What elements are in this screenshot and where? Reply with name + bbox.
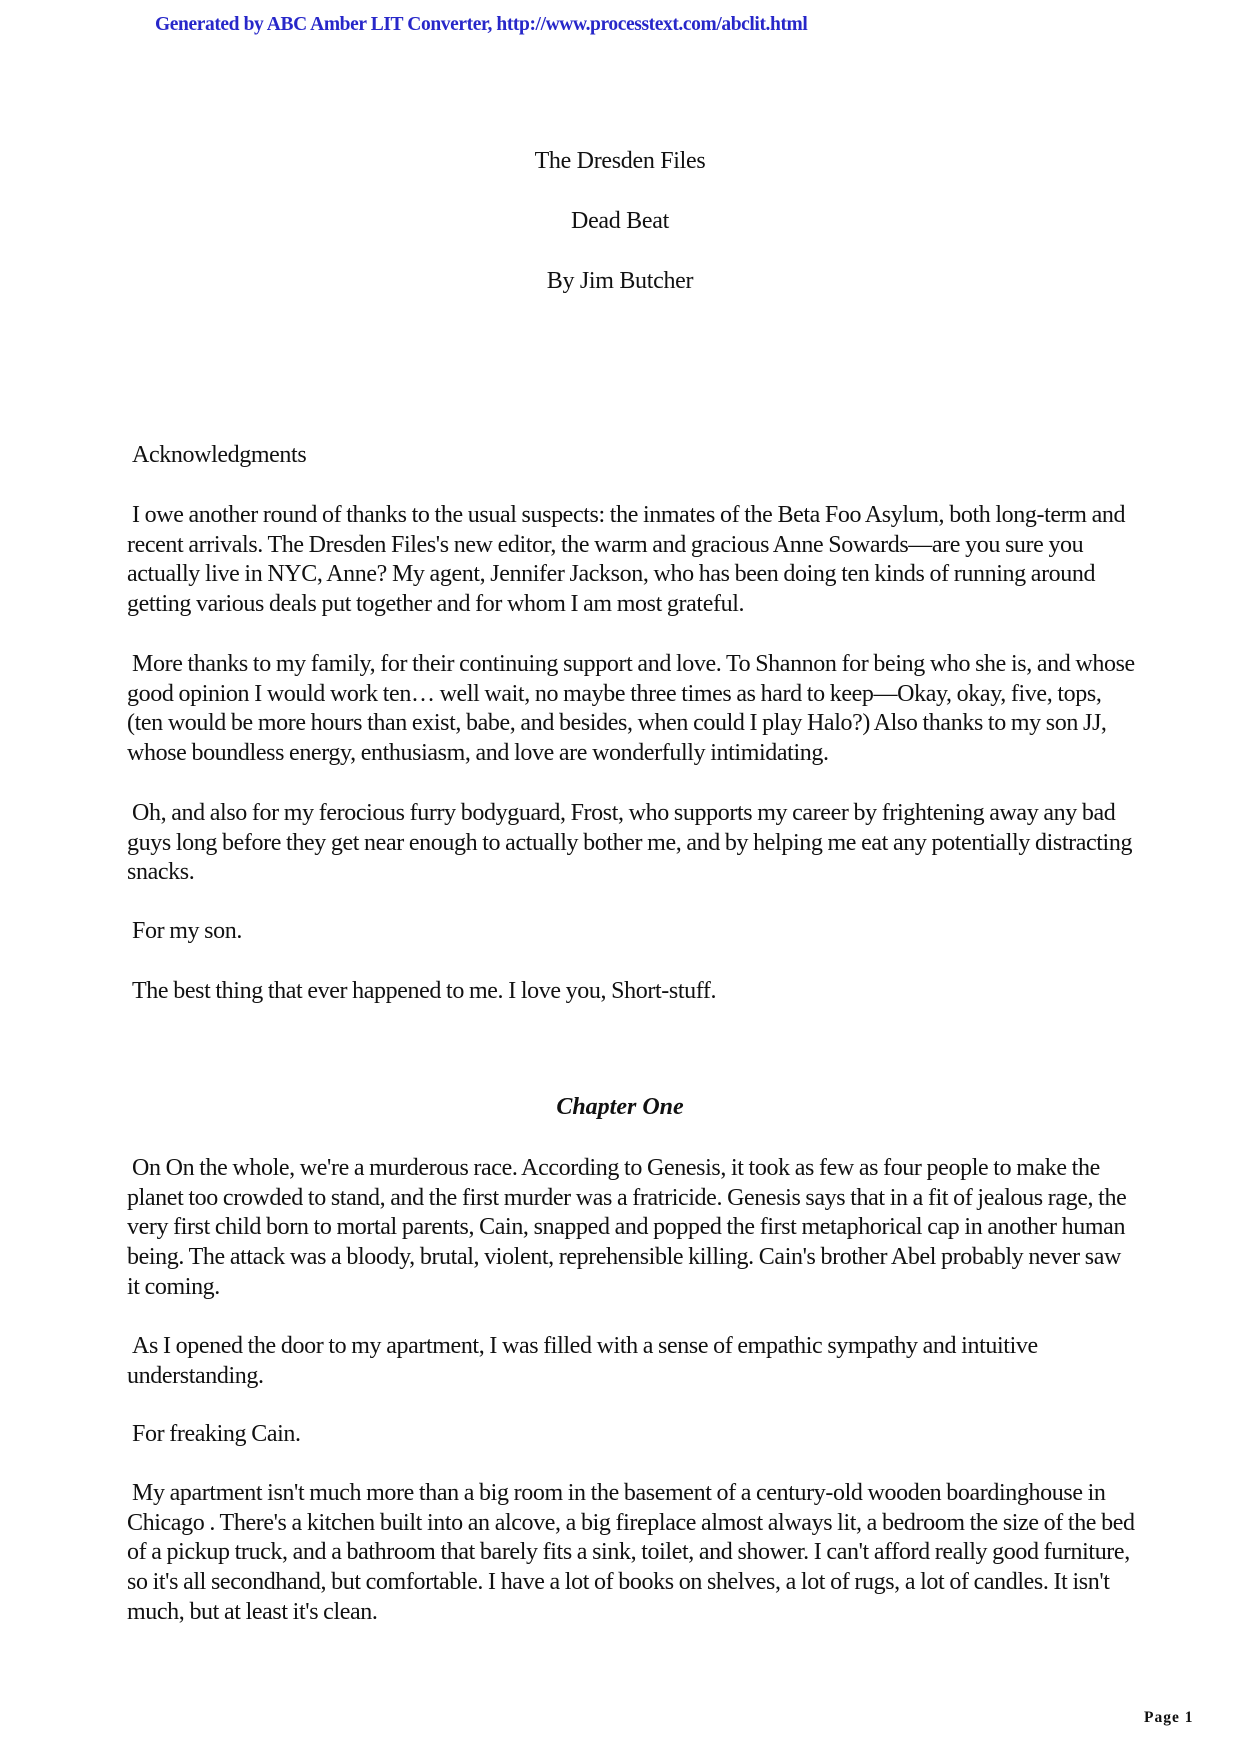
dedication-text: The best thing that ever happened to me. I love you, Short-stuff.: [132, 978, 717, 1004]
acknowledgments-paragraph: [127, 799, 1137, 888]
paragraph-text: As I opened the door to my apartment, I was filled with a sense of empathic sympathy and intuitive understanding.: [127, 1333, 1038, 1389]
paragraph-text: On On the whole, we're a murderous race. According to Genesis, it took as few as four people to make the planet too crowded to stand, and the first murder was a fratricide. Genesis says that in a fit of jealous rage, the very first child born to mortal parents, Cain, snapped and popped the first metaphorical cap in another human being. The attack was a bloody, brutal, violent, reprehensible killing. Cain's brother Abel probably never saw it coming.: [127, 1155, 1127, 1300]
chapter-heading: Chapter One: [556, 1094, 684, 1120]
acknowledgments-heading: [127, 441, 1137, 471]
page-number: Page 1: [1144, 1709, 1194, 1726]
converter-banner-link[interactable]: Generated by ABC Amber LIT Converter, http://www.processtext.com/abclit.html: [155, 14, 808, 35]
acknowledgments-paragraph: [127, 650, 1137, 769]
paragraph-text: For freaking Cain.: [132, 1421, 301, 1447]
paragraph-text: Oh, and also for my ferocious furry bodyguard, Frost, who supports my career by frightening away any bad guys long before they get near enough to actually bother me, and by helping me eat any potentially distracting snacks.: [127, 800, 1133, 886]
author-line: By Jim Butcher: [546, 268, 694, 294]
paragraph-text: My apartment isn't much more than a big room in the basement of a century-old wooden boardinghouse in Chicago . There's a kitchen built into an alcove, a big fireplace almost always lit, a bedroom the size of the bed of a pickup truck, and a bathroom that barely fits a sink, toilet, and shower. I can't afford really good furniture, so it's all secondhand, but comfortable. I have a lot of books on shelves, a lot of rugs, a lot of candles. It isn't much, but at least it's clean.: [127, 1480, 1135, 1625]
dedication-text: For my son.: [132, 918, 242, 944]
paragraph-text: More thanks to my family, for their continuing support and love. To Shannon for being who she is, and whose good opinion I would work ten… well wait, no maybe three times as hard to keep—Okay, okay, five, tops, (ten would be more hours than exist, babe, and besides, when could I play Halo?) Also thanks to my son JJ, whose boundless energy, enthusiasm, and love are wonderfully intimidating.: [127, 651, 1135, 767]
acknowledgments-paragraph: [127, 501, 1137, 620]
book-title: Dead Beat: [571, 208, 669, 234]
chapter-paragraph: [127, 1479, 1137, 1628]
chapter-paragraph: [127, 1154, 1137, 1303]
dedication-line: [127, 917, 1137, 947]
acknowledgments-heading-text: Acknowledgments: [132, 442, 307, 468]
paragraph-text: I owe another round of thanks to the usual suspects: the inmates of the Beta Foo Asylum, both long-term and recent arrivals. The Dresden Files's new editor, the warm and gracious Anne Sowards—are you sure you actually live in NYC, Anne? My agent, Jennifer Jackson, who has been doing ten kinds of running around getting various deals put together and for whom I am most grateful.: [127, 502, 1126, 618]
series-title: The Dresden Files: [534, 148, 706, 174]
dedication-line: [127, 977, 1137, 1007]
chapter-paragraph: [127, 1420, 1137, 1450]
chapter-paragraph: [127, 1332, 1137, 1391]
